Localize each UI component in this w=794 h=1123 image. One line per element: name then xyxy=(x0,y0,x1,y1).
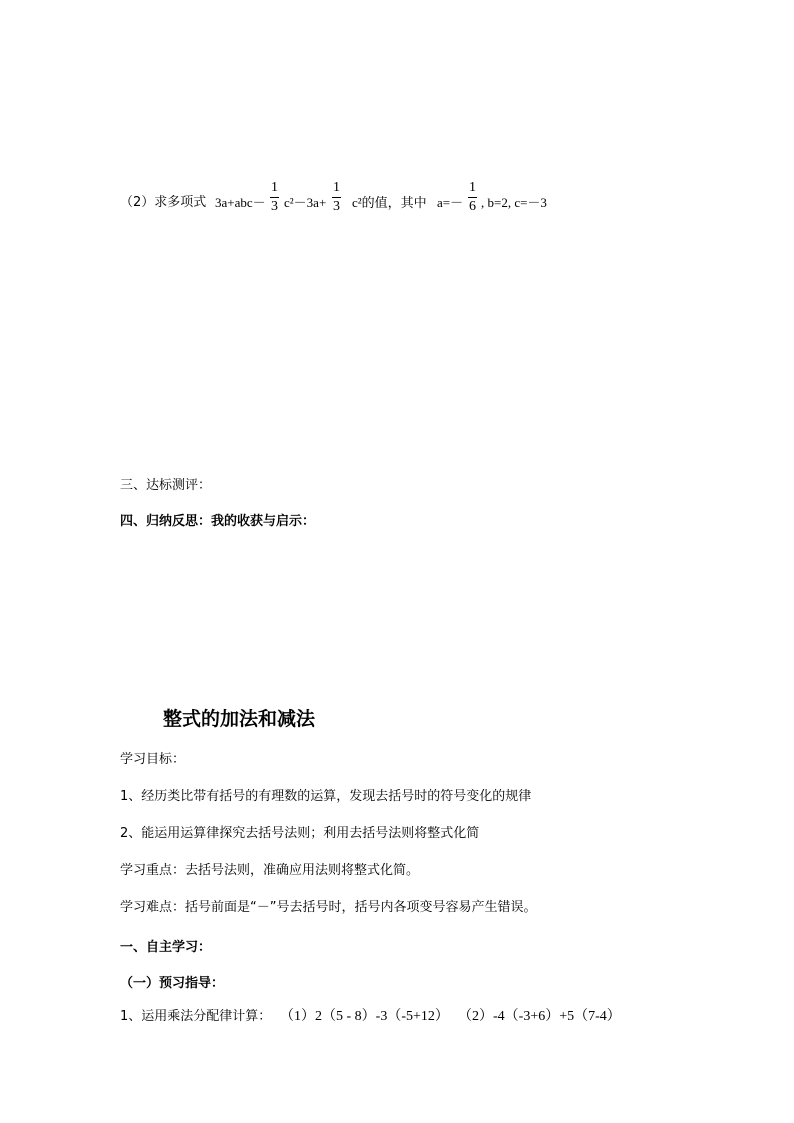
expr-term-3: c²的值，其中 xyxy=(352,195,427,210)
key-point: 学习重点：去括号法则，准确应用法则将整式化简。 xyxy=(120,863,420,878)
problem-2-label: （2）求多项式 xyxy=(120,195,207,210)
expr-term-2: c²－3a+ xyxy=(284,195,327,210)
objectives-heading: 学习目标： xyxy=(120,752,186,767)
expr-term-1: 3a+abc－ xyxy=(215,195,266,210)
fraction-one-sixth: $\frac{1}{6}$ xyxy=(469,180,476,214)
section-1-heading: 一、自主学习： xyxy=(120,940,212,955)
section-3-heading: 三、达标测评： xyxy=(120,478,212,493)
expr-term-4: a=－ xyxy=(437,195,464,210)
exercise-1-label: 1、运用乘法分配律计算： xyxy=(120,1009,272,1024)
objective-1: 1、经历类比带有括号的有理数的运算，发现去括号时的符号变化的规律 xyxy=(120,789,532,804)
fraction-one-third-1: $\frac{1}{3}$ xyxy=(271,180,278,214)
page-title: 整式的加法和减法 xyxy=(163,708,316,730)
expr-term-5: , b=2, c=－3 xyxy=(481,195,547,210)
exercise-1-part-1: （1）2（5 - 8）-3（-5+12） xyxy=(280,1009,449,1024)
section-4-heading: 四、归纳反思：我的收获与启示： xyxy=(120,514,316,529)
fraction-one-third-2: $\frac{1}{3}$ xyxy=(333,180,340,214)
exercise-1-part-2: （2）-4（-3+6）+5（7-4） xyxy=(458,1009,621,1024)
difficulty: 学习难点：括号前面是“－”号去括号时，括号内各项变号容易产生错误。 xyxy=(120,900,537,915)
subsection-1-heading: （一）预习指导： xyxy=(120,976,225,991)
objective-2: 2、能运用运算律探究去括号法则；利用去括号法则将整式化简 xyxy=(120,826,480,841)
